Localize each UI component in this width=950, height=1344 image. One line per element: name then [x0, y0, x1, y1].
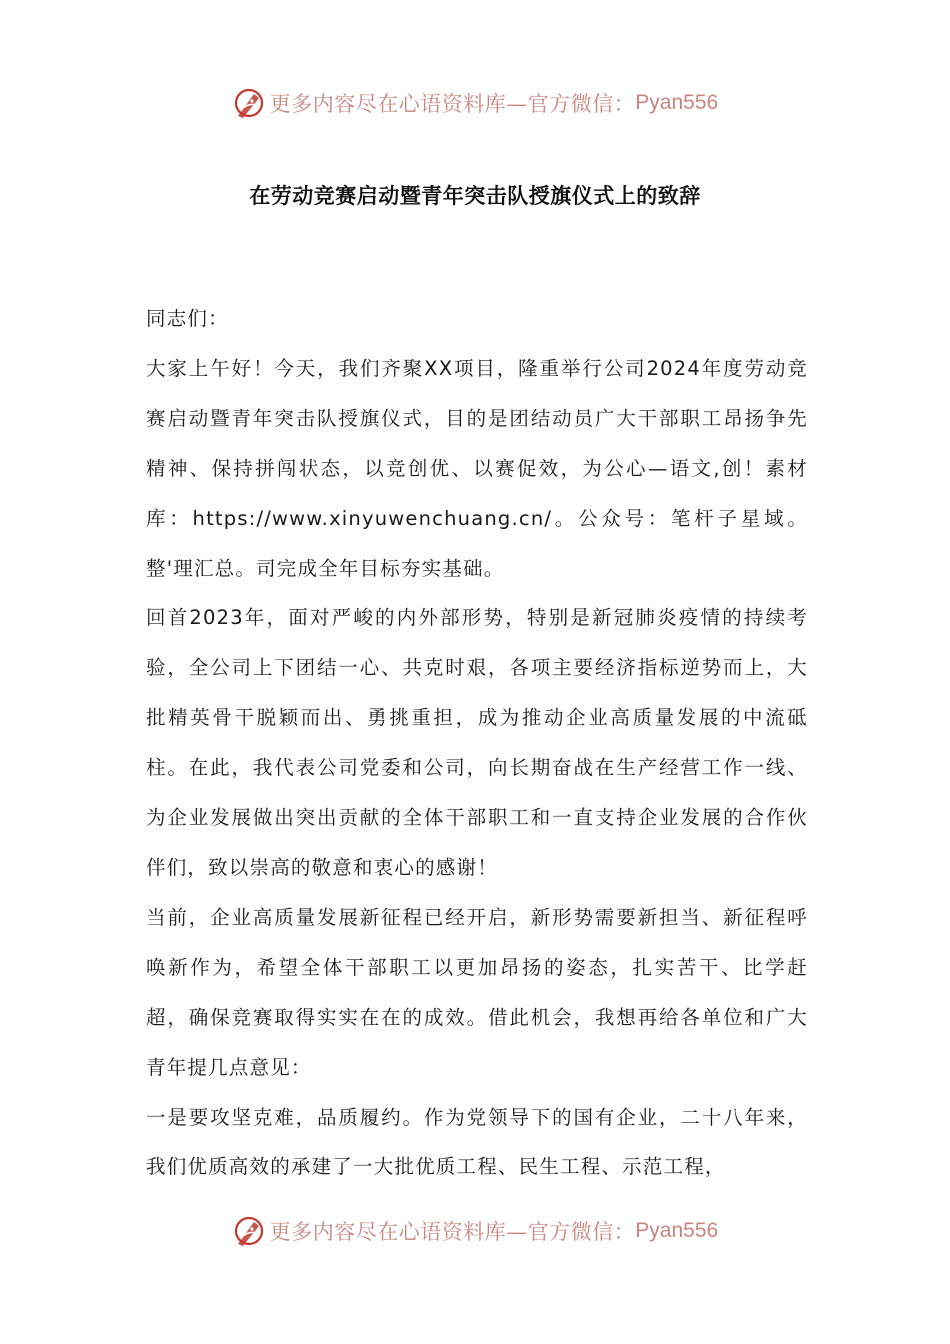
pen-nib-circle-icon — [232, 86, 266, 120]
footer-watermark — [0, 1211, 950, 1251]
watermark-text: 更多内容尽在心语资料库—官方微信： — [269, 92, 636, 116]
watermark-wechat-id: Pyan556 — [635, 91, 719, 114]
watermark-wechat-id: Pyan556 — [635, 1219, 719, 1242]
paragraph-salutation: 同志们： — [146, 307, 229, 330]
pen-nib-circle-icon — [232, 1214, 266, 1248]
paragraph: 回首2023年，面对严峻的内外部形势，特别是新冠肺炎疫情的持续考验，全公司上下团结一心、共克时艰，各项主要经济指标逆势而上，大批精英骨干脱颖而出、勇挑重担，成为推动企业高质量发展的中流砥柱。在此，我代表公司党委和公司，向长期奋战在生产经营工作一线、为企业发展做出突出贡献的全体干部职工和一直支持企业发展的合作伙伴们，致以崇高的敬意和衷心的感谢！ — [146, 606, 808, 879]
watermark-text: 更多内容尽在心语资料库—官方微信： — [269, 1220, 636, 1244]
paragraph: 一是要攻坚克难，品质履约。作为党领导下的国有企业，二十八年来，我们优质高效的承建了一大批优质工程、民生工程、示范工程， — [146, 1105, 808, 1179]
paragraph: 当前，企业高质量发展新征程已经开启，新形势需要新担当、新征程呼唤新作为，希望全体干部职工以更加昂扬的姿态，扎实苦干、比学赶超，确保竞赛取得实实在在的成效。借此机会，我想再给各单位和广大青年提几点意见： — [146, 905, 808, 1079]
paragraph: 大家上午好！今天，我们齐聚XX项目，隆重举行公司2024年度劳动竞赛启动暨青年突击队授旗仪式，目的是团结动员广大干部职工昂扬争先精神、保持拼闯状态，以竞创优、以赛促效，为公心—语文,创！素材库：https://www.xinyuwenchuang.cn/。公众号：笔杆子星域。整'理汇总。司完成全年目标夯实基础。 — [146, 356, 808, 580]
header-watermark — [0, 83, 950, 123]
document-title: 在劳动竞赛启动暨青年突击队授旗仪式上的致辞 — [249, 184, 701, 208]
document-body — [146, 294, 808, 1192]
